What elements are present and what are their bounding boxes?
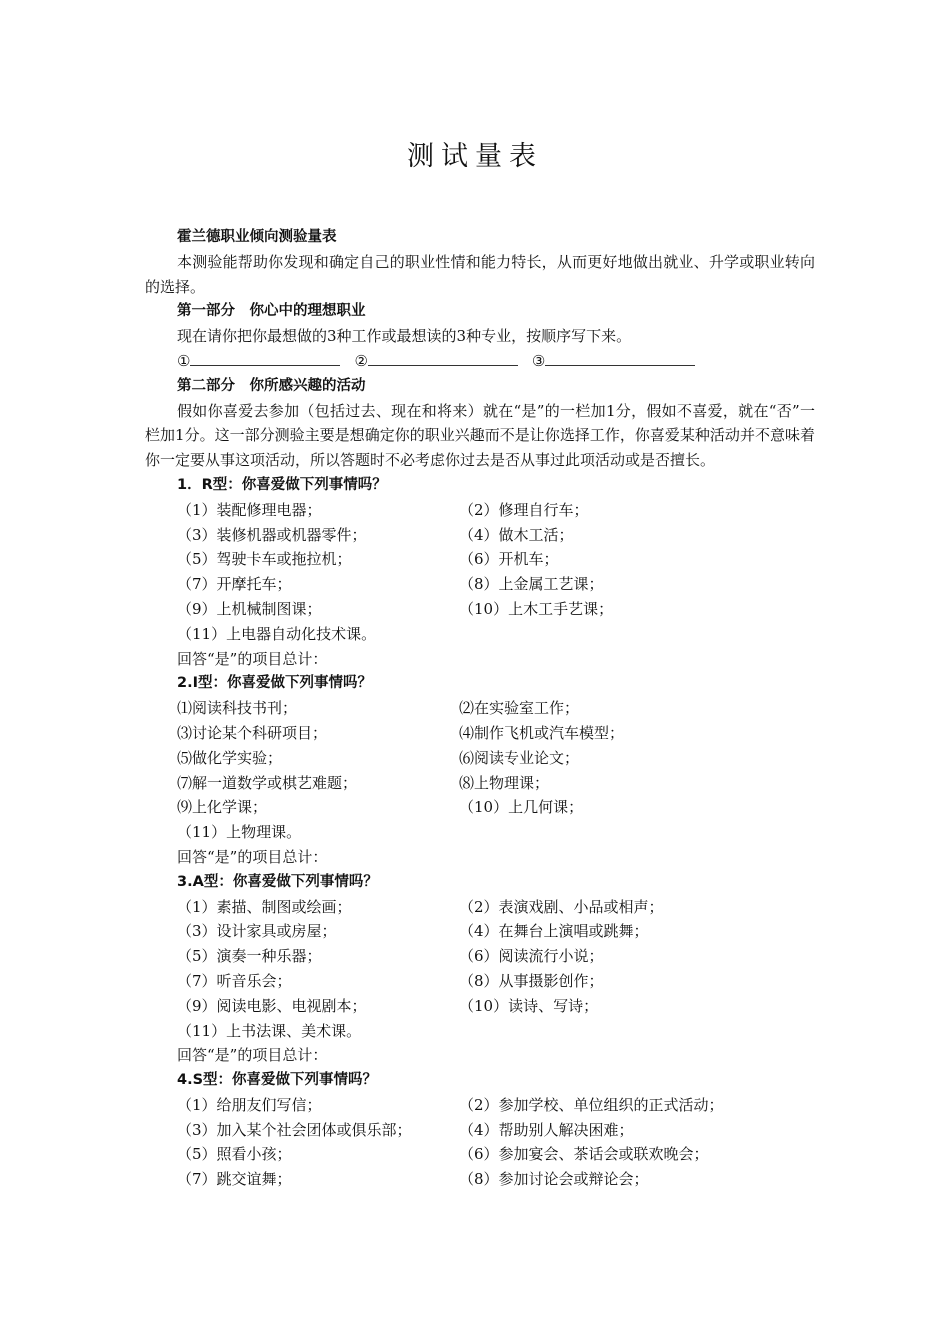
activity-item: （11）上物理课。 — [177, 823, 302, 842]
section-heading: 4.S型：你喜爱做下列事情吗？ — [177, 1072, 378, 1089]
item-row — [145, 919, 815, 944]
blank-2[interactable] — [354, 349, 517, 374]
activity-item: （3）加入某个社会团体或俱乐部； — [177, 1120, 412, 1139]
activity-item: （10）上几何课； — [459, 798, 584, 817]
blank-1[interactable] — [177, 349, 340, 374]
part1-title: 第一部分 你心中的理想职业 — [177, 303, 366, 320]
activity-item: （8）从事摄影创作； — [459, 971, 604, 990]
yes-total-label: 回答“是”的项目总计： — [177, 1046, 328, 1065]
item-row — [145, 498, 815, 523]
blank-3[interactable] — [532, 349, 695, 374]
activity-item: （11）上书法课、美术课。 — [177, 1021, 362, 1040]
page-title: 测试量表 — [407, 141, 543, 172]
document-body — [145, 225, 815, 1192]
item-row — [145, 1019, 815, 1044]
activity-item: （10）上木工手艺课； — [459, 599, 614, 618]
activity-item: （2）参加学校、单位组织的正式活动； — [459, 1095, 724, 1114]
intro-paragraph: 本测验能帮助你发现和确定自己的职业性情和能力特长，从而更好地做出就业、升学或职业转向的选择。 — [145, 252, 815, 296]
yes-total-label: 回答“是”的项目总计： — [177, 847, 328, 866]
activity-item: （4）做木工活； — [459, 525, 574, 544]
activity-item: （2）表演戏剧、小品或相声； — [459, 897, 664, 916]
item-row — [145, 969, 815, 994]
activity-sections — [145, 473, 815, 1192]
activity-item: （1）给朋友们写信； — [177, 1095, 322, 1114]
activity-item: ⑶讨论某个科研项目； — [177, 723, 328, 742]
item-row — [145, 572, 815, 597]
part2-title: 第二部分 你所感兴趣的活动 — [177, 377, 366, 394]
activity-item: ⑼上化学课； — [177, 798, 268, 817]
activity-item: ⑹阅读专业论文； — [459, 748, 580, 767]
activity-item: （9）上机械制图课； — [177, 599, 322, 618]
item-row — [145, 523, 815, 548]
section-heading: 3.A型：你喜爱做下列事情吗？ — [177, 873, 378, 890]
yes-total-label: 回答“是”的项目总计： — [177, 649, 328, 668]
blank-2-line — [368, 349, 518, 366]
activity-item: （7）开摩托车； — [177, 575, 292, 594]
activity-item: （6）开机车； — [459, 550, 559, 569]
item-row — [145, 771, 815, 796]
activity-item: ⑴阅读科技书刊； — [177, 699, 298, 718]
activity-item: （7）听音乐会； — [177, 971, 292, 990]
activity-item: （6）阅读流行小说； — [459, 947, 604, 966]
item-row — [145, 721, 815, 746]
item-row — [145, 944, 815, 969]
activity-item: （4）在舞台上演唱或跳舞； — [459, 922, 649, 941]
item-row — [145, 547, 815, 572]
activity-item: （4）帮助别人解决困难； — [459, 1120, 634, 1139]
activity-item — [459, 820, 741, 845]
item-row — [145, 622, 815, 647]
blank-2-marker: ② — [354, 351, 368, 370]
item-row — [145, 1142, 815, 1167]
activity-item: （5）演奏一种乐器； — [177, 947, 322, 966]
activity-item: （9）阅读电影、电视剧本； — [177, 996, 367, 1015]
item-row — [145, 895, 815, 920]
item-row — [145, 820, 815, 845]
item-row — [145, 597, 815, 622]
activity-item: （8）参加讨论会或辩论会； — [459, 1170, 649, 1189]
blank-1-marker: ① — [177, 351, 191, 370]
item-row — [145, 746, 815, 771]
activity-item: （5）照看小孩； — [177, 1145, 292, 1164]
activity-item: （3）设计家具或房屋； — [177, 922, 337, 941]
activity-item: （2）修理自行车； — [459, 500, 589, 519]
part2-paragraph: 假如你喜爱去参加（包括过去、现在和将来）就在“是”的一栏加1分，假如不喜爱，就在“否”一栏加1分。这一部分测验主要是想确定你的职业兴趣而不是让你选择工作，你喜爱某种活动并不意味着你一定要从事这项活动，所以答题时不必考虑你过去是否从事过此项活动或是否擅长。 — [145, 401, 815, 470]
activity-item: ⑵在实验室工作； — [459, 699, 580, 718]
test-heading: 霍兰德职业倾向测验量表 — [177, 229, 337, 245]
item-row — [145, 994, 815, 1019]
activity-item: （3）装修机器或机器零件； — [177, 525, 367, 544]
activity-item: （1）素描、制图或绘画； — [177, 897, 352, 916]
activity-item: （8）上金属工艺课； — [459, 575, 604, 594]
activity-item — [459, 622, 741, 647]
item-row — [145, 1118, 815, 1143]
item-row — [145, 696, 815, 721]
item-row — [145, 1167, 815, 1192]
part1-text: 现在请你把你最想做的3种工作或最想读的3种专业，按顺序写下来。 — [177, 327, 632, 346]
activity-item: ⑺解一道数学或棋艺难题； — [177, 773, 358, 792]
activity-item: ⑸做化学实验； — [177, 748, 283, 767]
activity-item: ⑷制作飞机或汽车模型； — [459, 723, 625, 742]
activity-item: （11）上电器自动化技术课。 — [177, 624, 377, 643]
blank-3-marker: ③ — [531, 351, 546, 370]
activity-item: ⑻上物理课； — [459, 773, 550, 792]
activity-item: （7）跳交谊舞； — [177, 1170, 292, 1189]
activity-item: （1）装配修理电器； — [177, 500, 322, 519]
section-heading: 2.I型：你喜爱做下列事情吗？ — [177, 675, 372, 692]
blank-3-line — [545, 349, 695, 366]
item-row — [145, 795, 815, 820]
activity-item: （5）驾驶卡车或拖拉机； — [177, 550, 352, 569]
activity-item: （6）参加宴会、茶话会或联欢晚会； — [459, 1145, 709, 1164]
activity-item: （10）读诗、写诗； — [459, 996, 599, 1015]
blank-1-line — [190, 349, 340, 366]
item-row — [145, 1093, 815, 1118]
activity-item — [459, 1019, 741, 1044]
ideal-job-blanks — [145, 349, 815, 374]
section-heading: 1．R型：你喜爱做下列事情吗？ — [177, 476, 387, 493]
